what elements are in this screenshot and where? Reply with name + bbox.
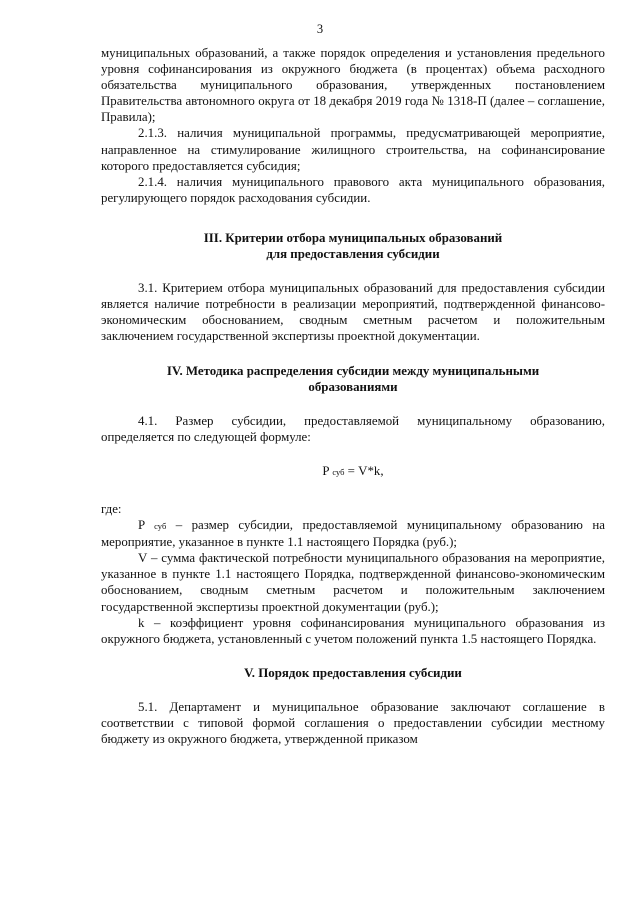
- section-3-heading: III. Критерии отбора муниципальных образований для предоставления субсидии: [203, 230, 503, 262]
- paragraph-4-1: 4.1. Размер субсидии, предоставляемой муниципальному образованию, определяется по следующей формуле:: [101, 413, 605, 444]
- paragraph-3-1: 3.1. Критерием отбора муниципальных образований для предоставления субсидии является наличие потребности в реализации мероприятий, подтвержденной финансово-экономическим обоснованием, сводным сметным расчетом и положительным заключением государственной экспертизы проектной документации.: [101, 281, 605, 344]
- where-label: где:: [101, 501, 122, 516]
- paragraph-2-1-3: 2.1.3. наличия муниципальной программы, предусматривающей мероприятие, направленное на стимулирование жилищного строительства, на софинансирование которого предоставляется субсидия;: [101, 126, 605, 173]
- document-body: [101, 45, 605, 747]
- section-5-heading: V. Порядок предоставления субсидии: [244, 665, 462, 680]
- definition-p: P суб – размер субсидии, предоставляемой муниципальному образованию на мероприятие, указанное в пункте 1.1 настоящего Порядка (руб.);: [101, 518, 605, 550]
- paragraph-5-1: 5.1. Департамент и муниципальное образование заключают соглашение в соответствии с типовой формой соглашения о предоставлении субсидии местному бюджету из окружного бюджета, утвержденной приказом: [101, 699, 605, 747]
- paragraph-2-1-4: 2.1.4. наличия муниципального правового акта муниципального образования, регулирующего порядок расходования субсидии.: [101, 174, 605, 205]
- definition-k: k – коэффициент уровня софинансирования муниципального образования из окружного бюджета, установленный с учетом положений пункта 1.5 настоящего Порядка.: [101, 615, 605, 646]
- section-4-heading: IV. Методика распределения субсидии между муниципальными образованиями: [166, 363, 540, 394]
- page-number: 3: [316, 22, 324, 36]
- paragraph-continuation: муниципальных образований, а также порядок определения и установления предельного уровня софинансирования из окружного бюджета (в процентах) объема расходного обязательства муниципального образования, утвержденных постановлением Правительства автономного округа от 18 декабря 2019 года № 1318-П (далее – соглашение, Правила);: [101, 46, 605, 125]
- definition-v: V – сумма фактической потребности муниципального образования на мероприятие, указанное в пункте 1.1 настоящего Порядка, подтвержденной финансово-экономическим обоснованием, сводным сметным расчетом и положительным заключением государственной экспертизы проектной документации (руб.);: [101, 551, 605, 614]
- formula: P суб = V*k,: [322, 463, 384, 478]
